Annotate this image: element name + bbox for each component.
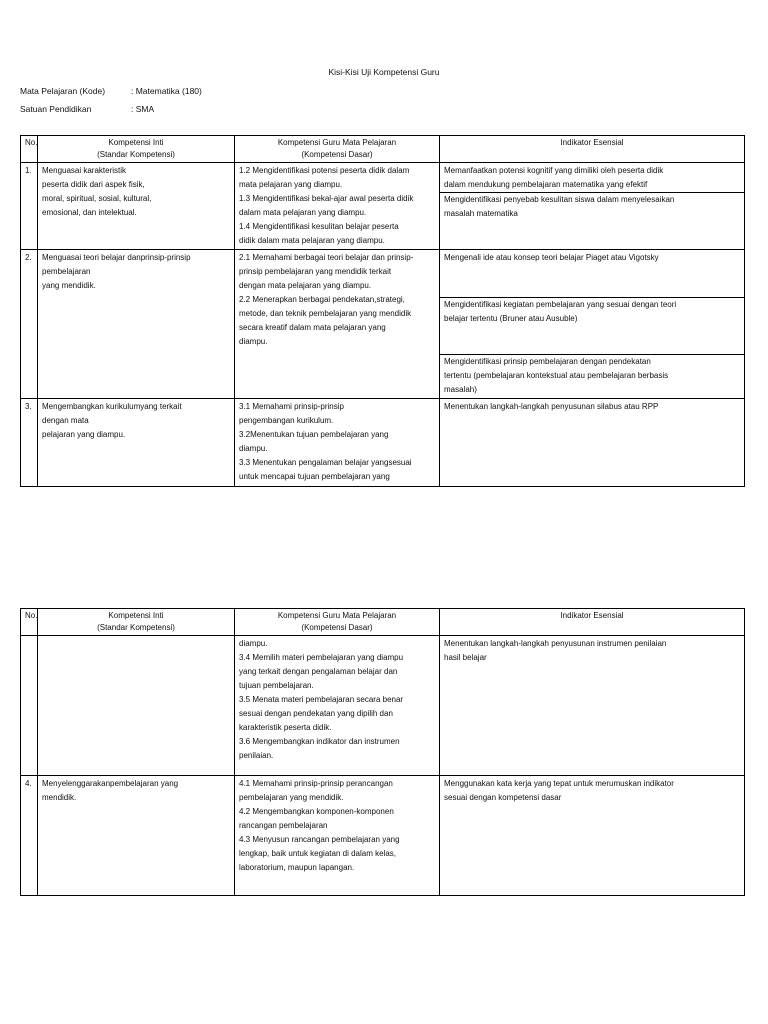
header-ki-line-2: (Standar Kompetensi) xyxy=(97,150,175,159)
text-line: Menentukan langkah-langkah penyusunan instrumen penilaian xyxy=(444,639,667,648)
text-line: 3.3 Menentukan pengalaman belajar yangsesuai xyxy=(239,458,412,467)
table-row xyxy=(21,399,745,487)
header-indikator: Indikator Esensial xyxy=(440,609,745,636)
text-line: didik dalam mata pelajaran yang diampu. xyxy=(239,236,385,245)
text-line: karakteristik peserta didik. xyxy=(239,723,332,732)
text-line: Mengidentifikasi kegiatan pembelajaran yang sesuai dengan teori xyxy=(444,300,677,309)
text-line: masalah) xyxy=(444,385,477,394)
text-line: tertentu (pembelajaran kontekstual atau pembelajaran berbasis xyxy=(444,371,669,380)
indikator-item xyxy=(440,355,744,397)
text-line: 4.2 Mengembangkan komponen-komponen xyxy=(239,807,394,816)
text-line: rancangan pembelajaran xyxy=(239,821,328,830)
header-no: No. xyxy=(21,136,38,163)
header-kg-line-1: Kompetensi Guru Mata Pelajaran xyxy=(277,611,397,620)
text-line: 2.1 Memahami berbagai teori belajar dan prinsip- xyxy=(239,253,414,262)
text-line: diampu. xyxy=(239,337,268,346)
text-line: 3.1 Memahami prinsip-prinsip xyxy=(239,402,344,411)
header-no: No. xyxy=(21,609,38,636)
text-line: hasil belajar xyxy=(444,653,487,662)
text-line: dalam mata pelajaran yang diampu. xyxy=(239,208,367,217)
indikator-cell xyxy=(440,776,745,896)
meta-subject xyxy=(20,86,202,96)
kompetensi-inti-cell xyxy=(38,636,235,776)
text-line: sesuai dengan pendekatan yang dipilih dan xyxy=(239,709,393,718)
kompetensi-guru-cell xyxy=(235,163,440,250)
text-line: Mengidentifikasi penyebab kesulitan siswa dalam menyelesaikan xyxy=(444,195,675,204)
header-ki-line-1: Kompetensi Inti xyxy=(108,138,164,147)
meta-subject-value: : Matematika (180) xyxy=(131,86,202,96)
kompetensi-guru-cell xyxy=(235,636,440,776)
header-ki-line-1: Kompetensi Inti xyxy=(108,611,164,620)
header-kompetensi-guru xyxy=(235,136,440,163)
text-line: mata pelajaran yang diampu. xyxy=(239,180,343,189)
indikator-item xyxy=(440,298,744,355)
table-row xyxy=(21,636,745,776)
text-line: Memanfaatkan potensi kognitif yang dimiliki oleh peserta didik xyxy=(444,166,664,175)
text-line: untuk mencapai tujuan pembelajaran yang xyxy=(239,472,390,481)
competency-table-2 xyxy=(20,608,745,896)
row-number: 4. xyxy=(21,776,38,896)
table-row xyxy=(21,776,745,896)
text-line: prinsip pembelajaran yang mendidik terkait xyxy=(239,267,392,276)
text-line: Menyelenggarakanpembelajaran yang xyxy=(42,779,179,788)
text-line: 4.1 Memahami prinsip-prinsip perancangan xyxy=(239,779,393,788)
text-line: pengembangan kurikulum. xyxy=(239,416,334,425)
kompetensi-inti-cell xyxy=(38,776,235,896)
text-line: Mengidentifikasi prinsip pembelajaran dengan pendekatan xyxy=(444,357,651,366)
row-number xyxy=(21,636,38,776)
competency-table-1 xyxy=(20,135,745,487)
text-line: 3.4 Memilih materi pembelajaran yang diampu xyxy=(239,653,404,662)
kompetensi-inti-cell xyxy=(38,163,235,250)
document-title: Kisi-Kisi Uji Kompetensi Guru xyxy=(328,67,440,77)
header-kg-line-2: (Kompetensi Dasar) xyxy=(301,623,373,632)
indikator-cell xyxy=(440,163,745,250)
text-line: 1.2 Mengidentifikasi potensi peserta didik dalam xyxy=(239,166,410,175)
indikator-item xyxy=(440,251,744,298)
text-line: emosional, dan intelektual. xyxy=(42,208,137,217)
text-line: pembelajaran xyxy=(42,267,91,276)
header-kg-line-2: (Kompetensi Dasar) xyxy=(301,150,373,159)
text-line: Menentukan langkah-langkah penyusunan silabus atau RPP xyxy=(444,402,659,411)
meta-school xyxy=(20,104,154,114)
text-line: Mengenali ide atau konsep teori belajar Piaget atau Vigotsky xyxy=(444,253,659,262)
text-line: 3.5 Menata materi pembelajaran secara benar xyxy=(239,695,404,704)
text-line: secara kreatif dalam mata pelajaran yang xyxy=(239,323,386,332)
text-line: yang mendidik. xyxy=(42,281,96,290)
kompetensi-inti-cell xyxy=(38,250,235,399)
text-line: dalam mendukung pembelajaran matematika yang efektif xyxy=(444,180,648,189)
text-line: Menguasai teori belajar danprinsip-prinsip xyxy=(42,253,191,262)
text-line: moral, spiritual, sosial, kultural, xyxy=(42,194,152,203)
indikator-cell xyxy=(440,250,745,399)
text-line: Menguasai karakteristik xyxy=(42,166,127,175)
text-line: mendidik. xyxy=(42,793,77,802)
header-ki-line-2: (Standar Kompetensi) xyxy=(97,623,175,632)
text-line: tujuan pembelajaran. xyxy=(239,681,314,690)
text-line: diampu. xyxy=(239,639,268,648)
text-line: penilaian. xyxy=(239,751,274,760)
text-line: metode, dan teknik pembelajaran yang mendidik xyxy=(239,309,412,318)
text-line: dengan mata pelajaran yang diampu. xyxy=(239,281,372,290)
text-line: peserta didik dari aspek fisik, xyxy=(42,180,145,189)
text-line: masalah matematika xyxy=(444,209,518,218)
kompetensi-guru-cell xyxy=(235,776,440,896)
text-line: 4.3 Menyusun rancangan pembelajaran yang xyxy=(239,835,400,844)
meta-subject-key: Mata Pelajaran (Kode) xyxy=(20,86,106,96)
table-row xyxy=(21,250,745,399)
meta-school-key: Satuan Pendidikan xyxy=(20,104,92,114)
kompetensi-guru-cell xyxy=(235,250,440,399)
text-line: yang terkait dengan pengalaman belajar dan xyxy=(239,667,398,676)
kompetensi-inti-cell xyxy=(38,399,235,487)
row-number: 1. xyxy=(21,163,38,250)
table-row xyxy=(21,163,745,250)
table-header-row xyxy=(21,609,745,636)
text-line: laboratorium, maupun lapangan. xyxy=(239,863,355,872)
text-line: pelajaran yang diampu. xyxy=(42,430,126,439)
kompetensi-guru-cell xyxy=(235,399,440,487)
row-number: 2. xyxy=(21,250,38,399)
header-kompetensi-inti xyxy=(38,609,235,636)
indikator-cell xyxy=(440,399,745,487)
text-line: diampu. xyxy=(239,444,268,453)
text-line: 1.3 Mengidentifikasi bekal-ajar awal peserta didik xyxy=(239,194,414,203)
text-line: Mengembangkan kurikulumyang terkait xyxy=(42,402,182,411)
text-line: Menggunakan kata kerja yang tepat untuk merumuskan indikator xyxy=(444,779,674,788)
indikator-item xyxy=(440,164,744,193)
text-line: pembelajaran yang mendidik. xyxy=(239,793,344,802)
header-kompetensi-inti xyxy=(38,136,235,163)
meta-school-value: : SMA xyxy=(131,104,155,114)
text-line: 3.6 Mengembangkan indikator dan instrumen xyxy=(239,737,400,746)
header-kompetensi-guru xyxy=(235,609,440,636)
header-indikator: Indikator Esensial xyxy=(440,136,745,163)
text-line: dengan mata xyxy=(42,416,89,425)
row-number: 3. xyxy=(21,399,38,487)
text-line: 3.2Menentukan tujuan pembelajaran yang xyxy=(239,430,389,439)
text-line: 1.4 Mengidentifikasi kesulitan belajar peserta xyxy=(239,222,399,231)
text-line: lengkap, baik untuk kegiatan di dalam kelas, xyxy=(239,849,396,858)
text-line: 2.2 Menerapkan berbagai pendekatan,strategi, xyxy=(239,295,405,304)
header-kg-line-1: Kompetensi Guru Mata Pelajaran xyxy=(277,138,397,147)
text-line: belajar tertentu (Bruner atau Ausuble) xyxy=(444,314,578,323)
text-line: sesuai dengan kompetensi dasar xyxy=(444,793,562,802)
indikator-cell xyxy=(440,636,745,776)
indikator-item xyxy=(440,193,744,221)
table-header-row xyxy=(21,136,745,163)
